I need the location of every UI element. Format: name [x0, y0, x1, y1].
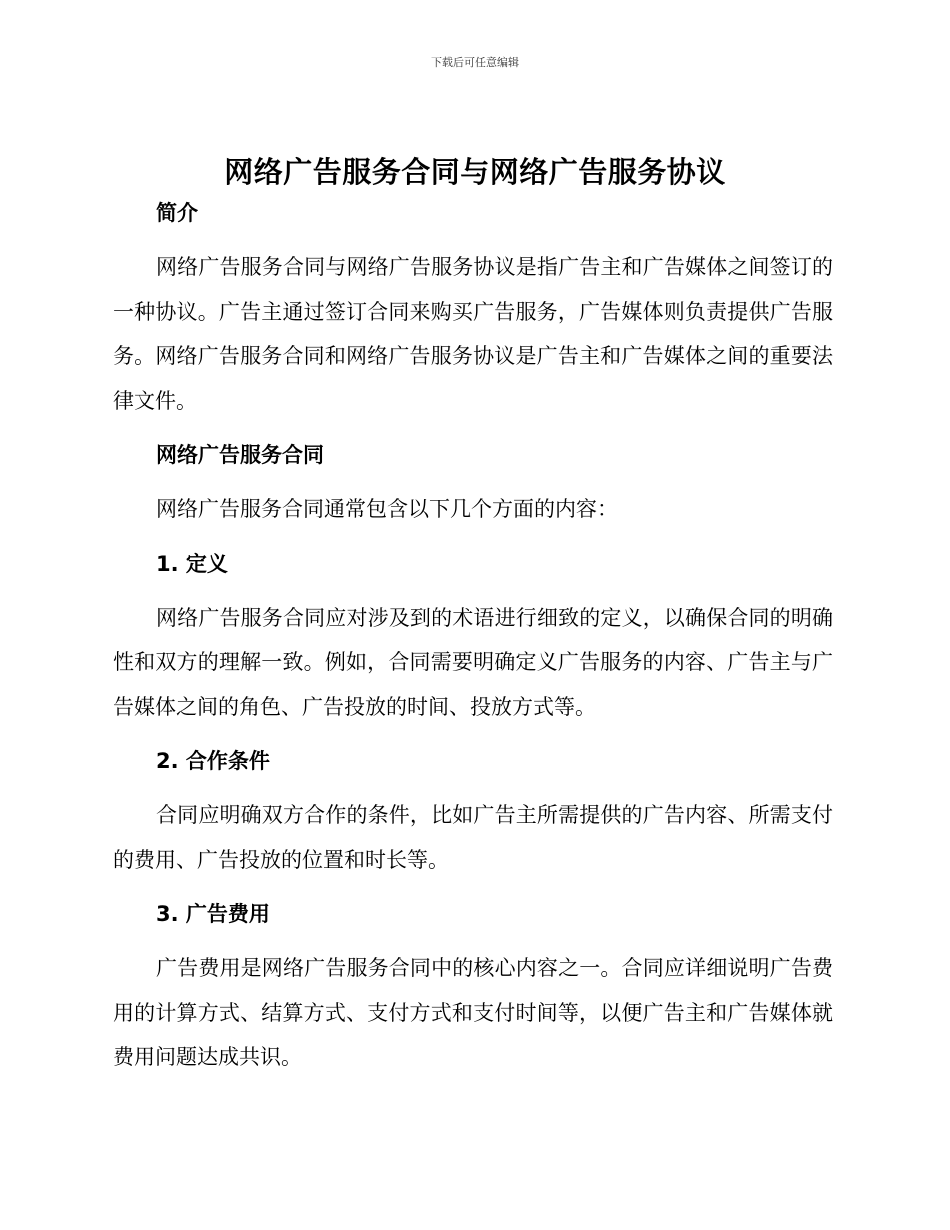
- definition-heading: 1. 定义: [156, 551, 228, 576]
- contract-heading: 网络广告服务合同: [156, 443, 324, 467]
- contract-paragraph: 网络广告服务合同通常包含以下几个方面的内容：: [156, 497, 618, 521]
- cooperation-heading: 2. 合作条件: [156, 749, 270, 773]
- intro-heading: 简介: [156, 201, 198, 225]
- fee-heading: 3. 广告费用: [156, 902, 270, 926]
- definition-paragraph: 网络广告服务合同应对涉及到的术语进行细致的定义，以确保合同的明确性和双方的理解一致。例如，合同需要明确定义广告服务的内容、广告主与广告媒体之间的角色、广告投放的时间、投放方式等。: [113, 605, 833, 719]
- intro-paragraph: 网络广告服务合同与网络广告服务协议是指广告主和广告媒体之间签订的一种协议。广告主通过签订合同来购买广告服务，广告媒体则负责提供广告服务。网络广告服务合同和网络广告服务协议是广告主和广告媒体之间的重要法律文件。: [113, 255, 833, 413]
- fee-paragraph: 广告费用是网络广告服务合同中的核心内容之一。合同应详细说明广告费用的计算方式、结算方式、支付方式和支付时间等，以便广告主和广告媒体就费用问题达成共识。: [113, 956, 833, 1069]
- cooperation-paragraph: 合同应明确双方合作的条件，比如广告主所需提供的广告内容、所需支付的费用、广告投放的位置和时长等。: [113, 803, 833, 872]
- document-body: [113, 196, 833, 1080]
- document-title: 网络广告服务合同与网络广告服务协议: [224, 155, 726, 189]
- header-note: 下载后可任意编辑: [431, 56, 519, 69]
